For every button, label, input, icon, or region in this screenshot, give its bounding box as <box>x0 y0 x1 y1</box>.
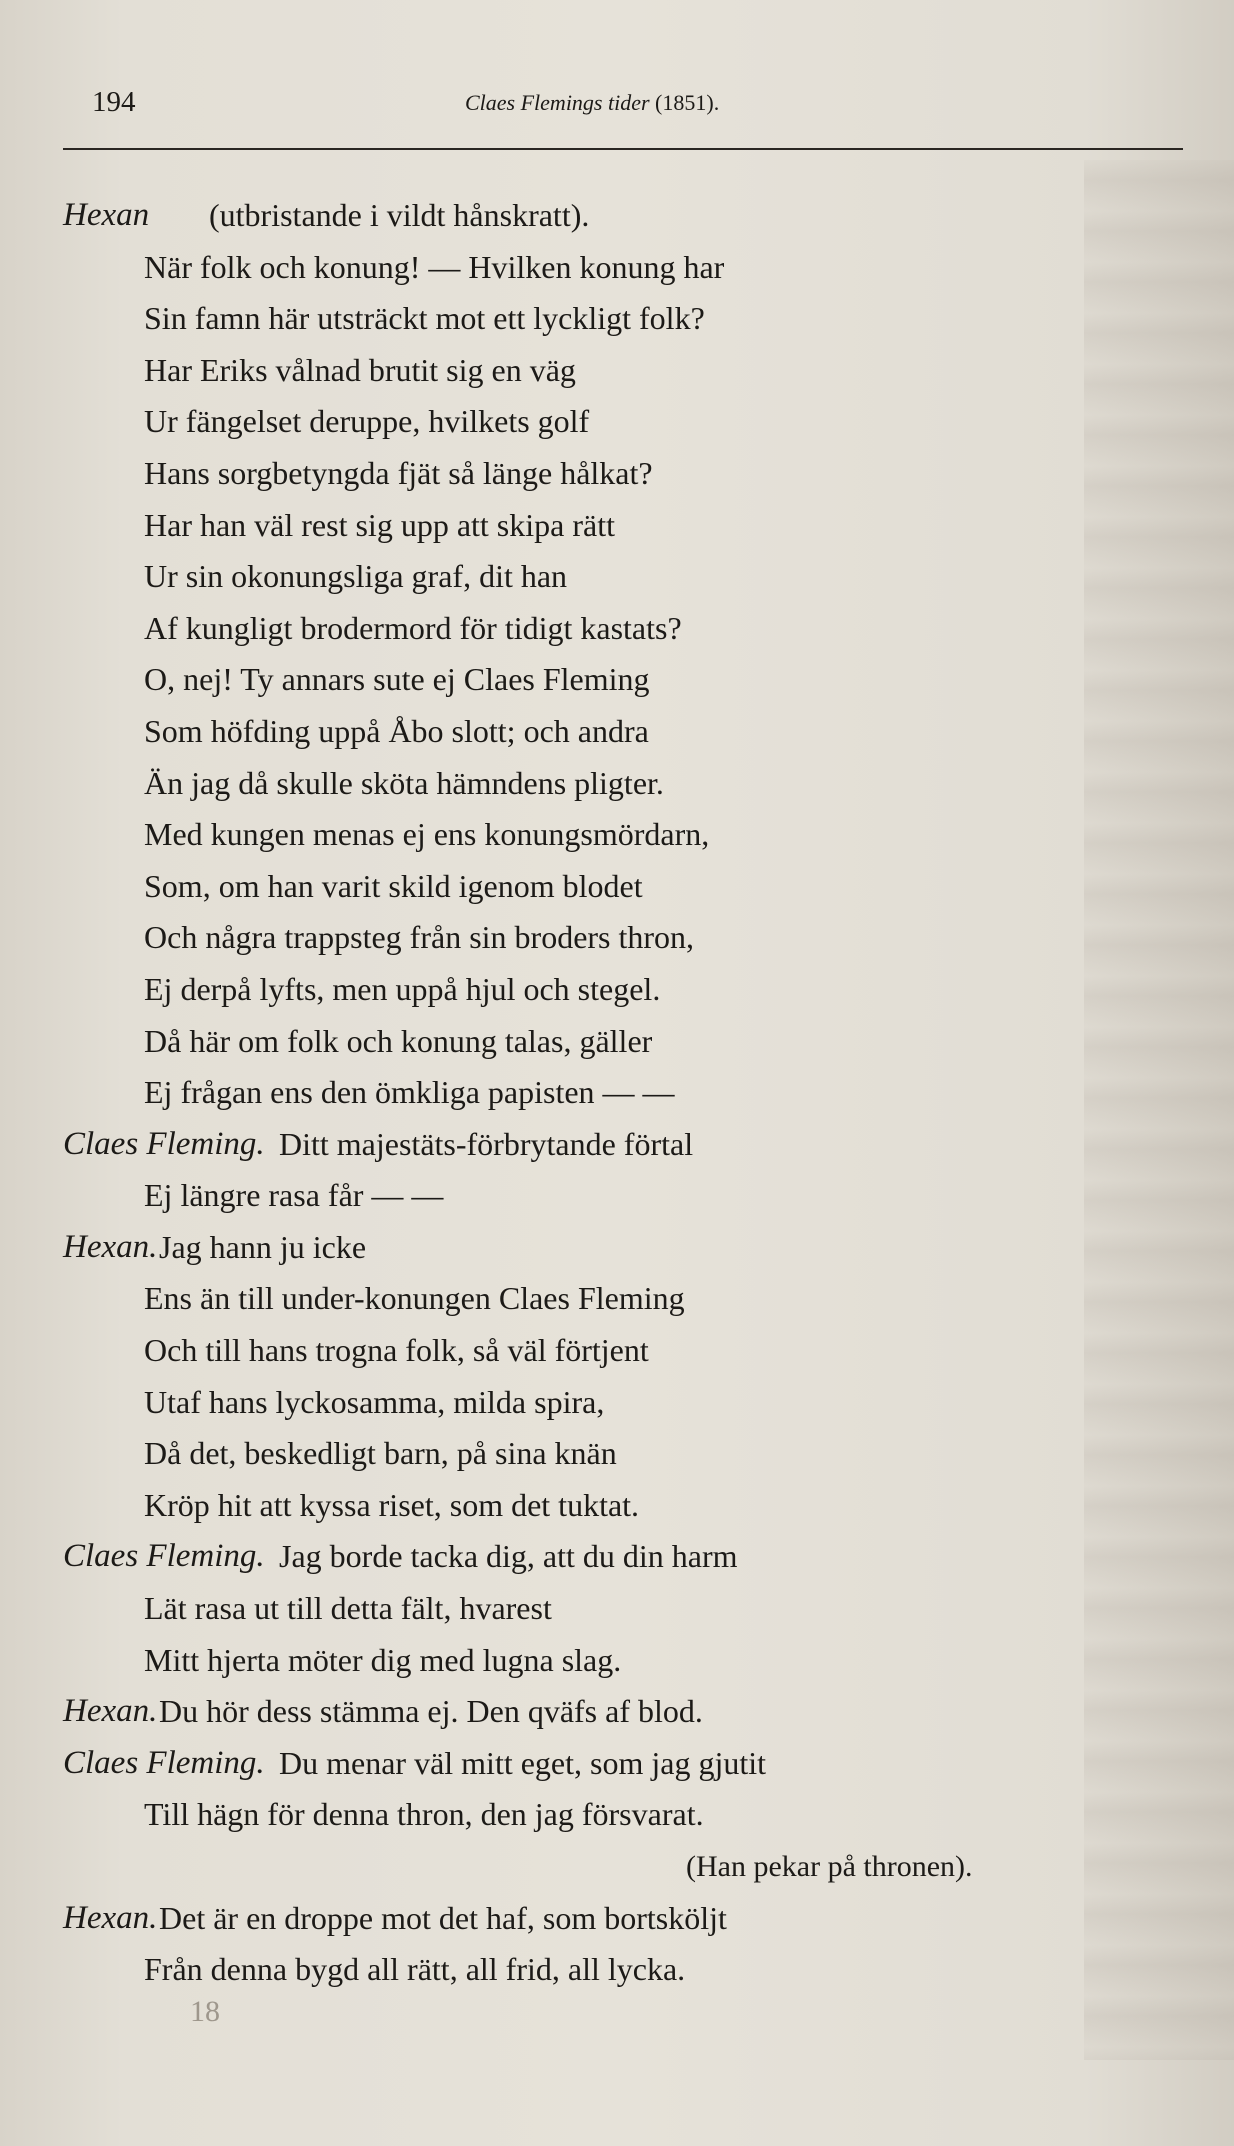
verse-text: (utbristande i vildt hånskratt). <box>209 197 590 233</box>
verse-body <box>0 190 1234 1996</box>
page-number: 194 <box>92 86 136 118</box>
verse-line <box>0 1686 1234 1738</box>
verse-text: Har han väl rest sig upp att skipa rätt <box>144 506 615 543</box>
verse-text: Utaf hans lyckosamma, milda spira, <box>144 1383 605 1420</box>
verse-line <box>0 448 1234 500</box>
verse-text: Med kungen menas ej ens konungsmördarn, <box>144 816 710 853</box>
verse-line <box>0 1377 1234 1429</box>
verse-text: När folk och konung! — Hvilken konung har <box>144 248 725 285</box>
verse-text: Och några trappsteg från sin broders thron, <box>144 919 695 956</box>
verse-text: Som höfding uppå Åbo slott; och andra <box>144 712 649 749</box>
verse-text: Det är en droppe mot det haf, som bortsköljt <box>159 1899 727 1936</box>
verse-text: Lät rasa ut till detta fält, hvarest <box>144 1590 552 1627</box>
page-header <box>92 80 1152 120</box>
verse-line <box>0 1893 1234 1945</box>
verse-line <box>0 1531 1234 1583</box>
speaker-name: Claes Fleming. <box>63 1538 265 1575</box>
verse-text: Från denna bygd all rätt, all frid, all lycka. <box>144 1951 686 1988</box>
verse-text: O, nej! Ty annars sute ej Claes Fleming <box>144 661 650 698</box>
verse-text: Ej längre rasa får — — <box>144 1177 444 1214</box>
verse-text: Som, om han varit skild igenom blodet <box>144 867 643 904</box>
verse-line <box>0 1325 1234 1377</box>
verse-line <box>0 1067 1234 1119</box>
verse-line <box>0 1119 1234 1171</box>
verse-line <box>0 293 1234 345</box>
verse-line <box>0 706 1234 758</box>
verse-text: Mitt hjerta möter dig med lugna slag. <box>144 1641 622 1678</box>
verse-text: Jag borde tacka dig, att du din harm <box>279 1538 738 1575</box>
verse-text: Till hägn för denna thron, den jag försvarat. <box>144 1796 704 1833</box>
verse-line <box>0 551 1234 603</box>
verse-text: Ens än till under-konungen Claes Fleming <box>144 1280 685 1317</box>
verse-line <box>0 345 1234 397</box>
verse-text: Sin famn här utsträckt mot ett lyckligt folk? <box>144 300 705 337</box>
verse-text: Du hör dess stämma ej. Den qväfs af blod. <box>159 1693 703 1730</box>
running-title <box>465 90 719 116</box>
speaker-name: Hexan. <box>63 1228 158 1265</box>
verse-line <box>0 1016 1234 1068</box>
verse-text: Ur sin okonungsliga graf, dit han <box>144 558 568 595</box>
verse-line <box>0 1635 1234 1687</box>
verse-text: Kröp hit att kyssa riset, som det tuktat. <box>144 1486 640 1523</box>
speaker-name: Hexan <box>63 197 150 233</box>
verse-line <box>0 396 1234 448</box>
verse-line <box>0 809 1234 861</box>
verse-line <box>0 1273 1234 1325</box>
verse-text: Ej frågan ens den ömkliga papisten — — <box>144 1074 675 1111</box>
verse-line <box>0 1738 1234 1790</box>
verse-text: Än jag då skulle sköta hämndens pligter. <box>144 764 664 801</box>
verse-text: Då här om folk och konung talas, gäller <box>144 1022 653 1059</box>
verse-line <box>0 1944 1234 1996</box>
verse-text: Jag hann ju icke <box>159 1228 367 1265</box>
running-title-text: Claes Flemings tider <box>465 90 650 115</box>
verse-line <box>0 912 1234 964</box>
verse-text: Då det, beskedligt barn, på sina knän <box>144 1435 617 1472</box>
verse-line <box>0 654 1234 706</box>
verse-text: Du menar väl mitt eget, som jag gjutit <box>279 1744 767 1781</box>
verse-text: Ej derpå lyfts, men uppå hjul och stegel. <box>144 970 661 1007</box>
verse-line <box>0 1170 1234 1222</box>
verse-line <box>0 1428 1234 1480</box>
verse-text: Och till hans trogna folk, så väl förtjent <box>144 1332 649 1369</box>
verse-line <box>0 861 1234 913</box>
verse-line <box>0 964 1234 1016</box>
signature-mark: 18 <box>190 1995 220 2028</box>
verse-line <box>0 1480 1234 1532</box>
verse-text: Ur fängelset deruppe, hvilkets golf <box>144 403 590 440</box>
speaker-name: Claes Fleming. <box>63 1744 265 1781</box>
stage-direction: (Han pekar på thronen). <box>686 1850 973 1883</box>
verse-text: Har Eriks vålnad brutit sig en väg <box>144 351 576 388</box>
verse-line <box>0 1583 1234 1635</box>
verse-line <box>0 603 1234 655</box>
verse-line <box>0 190 1234 242</box>
verse-text: Ditt majestäts-förbrytande förtal <box>279 1125 694 1162</box>
verse-line <box>0 500 1234 552</box>
verse-line <box>0 758 1234 810</box>
verse-text: Hans sorgbetyngda fjät så länge hålkat? <box>144 454 653 491</box>
running-title-year: (1851). <box>655 90 720 115</box>
speaker-name: Hexan. <box>63 1899 158 1936</box>
verse-line <box>0 242 1234 294</box>
verse-text: Af kungligt brodermord för tidigt kastats? <box>144 609 682 646</box>
speaker-name: Claes Fleming. <box>63 1125 265 1162</box>
speaker-name: Hexan. <box>63 1693 158 1730</box>
verse-line <box>0 1789 1234 1841</box>
header-rule <box>63 148 1183 150</box>
verse-line <box>0 1841 1234 1893</box>
verse-line <box>0 1222 1234 1274</box>
